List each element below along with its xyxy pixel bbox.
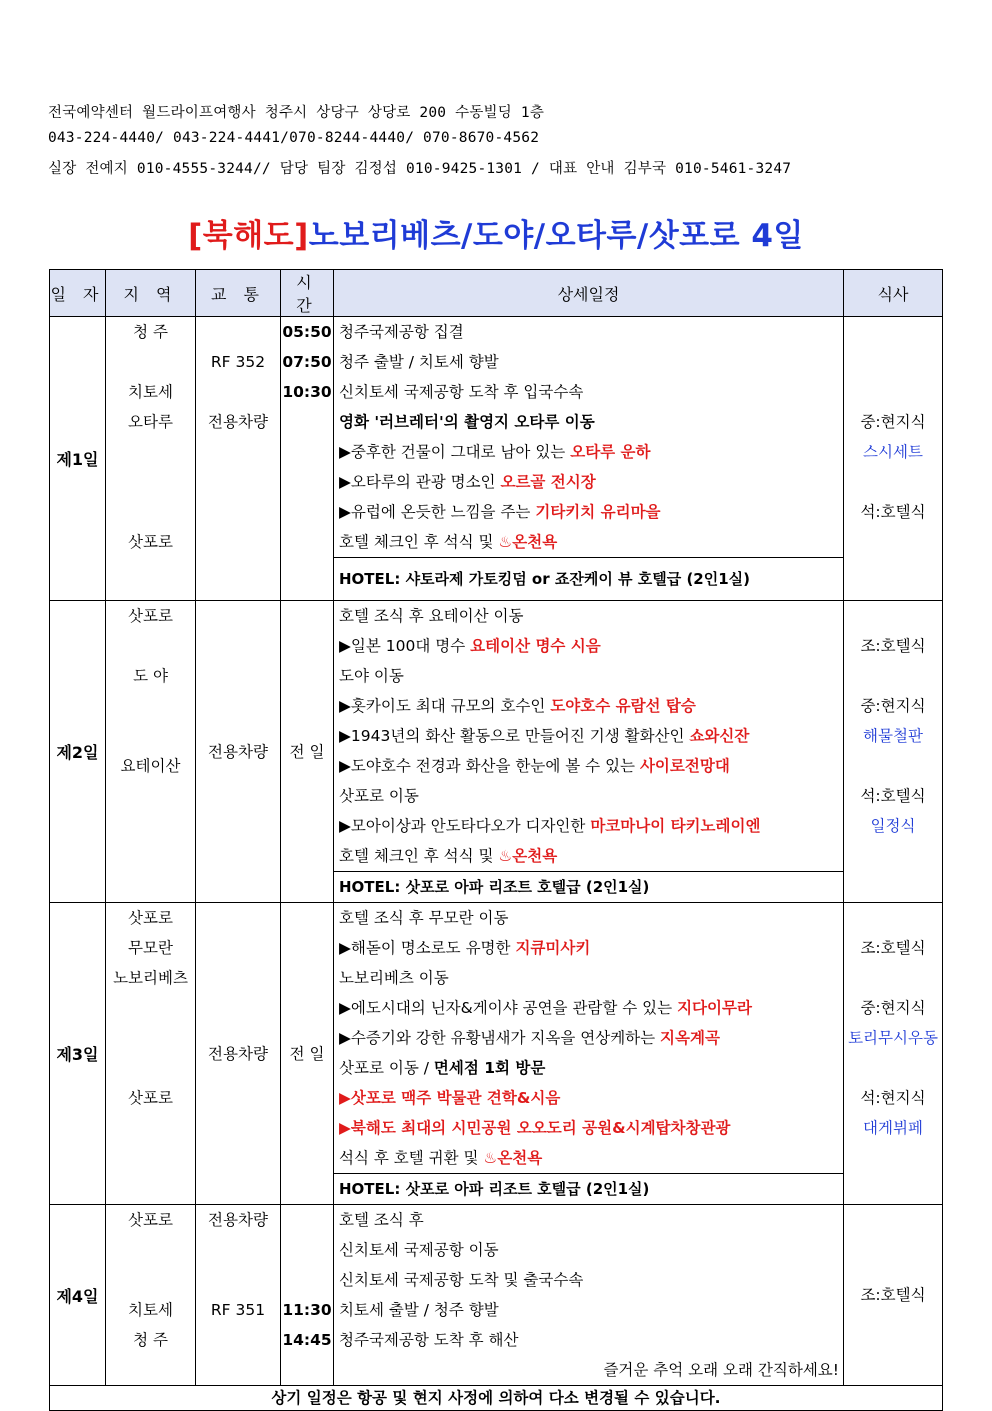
highlight-attraction: 지다이무라 [677,999,752,1017]
meal-item: 중:현지식 [860,697,926,715]
region-cell [106,317,196,601]
meal-item: 석:호텔식 [860,503,926,521]
transport-cell [196,317,281,601]
col-header-time: 시 간 [281,270,334,317]
region-name [106,721,195,751]
region-name: 삿포로 [128,909,173,927]
detail-cell [334,1205,844,1386]
schedule-line [334,751,843,781]
meal-item: 석:현지식 [860,1089,926,1107]
highlight-attraction: 쇼와신잔 [689,727,750,745]
region-name [106,347,195,377]
highlight-attraction: 오타루 운하 [570,443,651,461]
region-name: 도 야 [133,667,168,685]
time-value [281,1205,333,1235]
region-name: 치토세 [128,383,173,401]
detail-cell [334,317,844,601]
region-name: 치토세 [128,1301,173,1319]
schedule-line [334,993,843,1023]
region-name: 노보리베츠 [113,969,188,987]
meal-item: 대게뷔페 [863,1119,923,1137]
table-row [50,317,943,601]
highlight-attraction: ▶북해도 최대의 시민공원 오오도리 공원&시계탑차창관광 [339,1119,731,1137]
highlight-attraction: 도야호수 유람선 탑승 [550,697,696,715]
agency-address: 전국예약센터 월드라이프여행사 청주시 상당구 상당로 200 수동빌딩 1층 [48,105,545,121]
region-name: 요테이산 [120,757,181,775]
schedule-text: ▶모아이상과 안도타다오가 디자인한 [339,817,591,835]
meal-item [844,661,942,691]
title-main: 노보리베츠/도야/오타루/삿포로 4일 [308,218,804,254]
transport-name: 전용차량 [208,1044,268,1063]
meal-item: 석:호텔식 [860,787,926,805]
region-name [106,691,195,721]
region-name: 오타루 [128,413,173,431]
meal-item: 조:호텔식 [860,939,926,957]
region-name: 삿포로 [128,1211,173,1229]
schedule-text: 삿포로 이동 / [339,1059,434,1077]
highlight-attraction: ♨온천욕 [498,533,558,551]
meal-item [844,377,942,407]
schedule-line [334,377,843,407]
highlight-attraction: 지옥계곡 [660,1029,720,1047]
time-cell [281,903,334,1205]
meal-item: 중:현지식 [860,999,926,1017]
transport-name: 전용차량 [208,413,268,431]
schedule-line [334,841,843,871]
schedule-text: 노보리베츠 이동 [339,969,449,987]
col-header-day: 일 자 [50,270,106,317]
schedule-bold: 영화 '러브레터'의 촬영지 오타루 이동 [339,413,595,431]
highlight-attraction: ♨온천욕 [498,847,558,865]
meal-item [844,903,942,933]
schedule-line [334,1053,843,1083]
transport-cell [196,1205,281,1386]
schedule-text: 청주 출발 / 치토세 향발 [339,353,499,371]
region-name: 삿포로 [128,607,173,625]
schedule-text: 신치토세 국제공항 도착 후 입국수속 [339,383,584,401]
region-name [106,1235,195,1265]
time-cell [281,601,334,903]
highlight-attraction: 지큐미사키 [515,939,591,957]
agency-phones: 043-224-4440/ 043-224-4441/070-8244-4440/ 070-8670-4562 [48,130,540,146]
schedule-line [334,1023,843,1053]
hotel-info: HOTEL: 삿포로 아파 리조트 호텔급 (2인1실) [334,871,843,902]
time-value [281,1235,333,1265]
region-name: 무모란 [128,939,173,957]
region-name [106,497,195,527]
region-name: 청 주 [133,323,168,341]
schedule-line [334,1083,843,1113]
meal-item [844,347,942,377]
region-name: 삿포로 [128,533,173,551]
detail-cell [334,601,844,903]
region-name: 청 주 [133,1331,168,1349]
highlight-attraction: ▶삿포로 맥주 박물관 견학&시음 [339,1089,561,1107]
transport-name [196,377,280,407]
meal-item [844,467,942,497]
region-name [106,1023,195,1053]
meal-item [844,963,942,993]
transport-name: RF 352 [210,353,266,371]
schedule-text: 치토세 출발 / 청주 향발 [339,1301,499,1319]
table-row [50,903,943,1205]
meal-item [844,601,942,631]
time-value: 05:50 [282,323,332,341]
region-name [106,631,195,661]
time-value: 전 일 [289,742,325,761]
region-name [106,437,195,467]
highlight-attraction: 기타키치 유리마을 [535,503,661,521]
footer-notice: 상기 일정은 항공 및 현지 사정에 의하여 다소 변경될 수 있습니다. [50,1386,943,1411]
day-label: 제4일 [50,1205,106,1386]
schedule-text: ▶해돋이 명소로도 유명한 [339,939,516,957]
detail-cell [334,903,844,1205]
schedule-line [334,1205,843,1235]
schedule-line [334,811,843,841]
highlight-attraction: 사이로전망대 [639,757,730,775]
schedule-line [334,631,843,661]
schedule-text: ▶유럽에 온듯한 느낌을 주는 [339,503,536,521]
schedule-text: 호텔 조식 후 요테이산 이동 [339,607,524,625]
region-cell [106,601,196,903]
hotel-info: HOTEL: 삿포로 아파 리조트 호텔급 (2인1실) [334,1173,843,1204]
schedule-line [334,527,843,557]
time-value: 전 일 [289,1044,325,1063]
schedule-line [334,467,843,497]
schedule-text: 청주국제공항 집결 [339,323,464,341]
schedule-line [334,661,843,691]
schedule-text: ▶중후한 건물이 그대로 남아 있는 [339,443,571,461]
meal-cell [844,903,943,1205]
schedule-text: 석식 후 호텔 귀환 및 [339,1149,484,1167]
highlight-attraction: 요테이산 명수 시음 [470,637,601,655]
meal-item: 스시세트 [863,443,923,461]
schedule-line [334,601,843,631]
region-cell [106,1205,196,1386]
schedule-text: ▶일본 100대 명수 [339,637,471,655]
schedule-line [334,903,843,933]
schedule-line [334,691,843,721]
schedule-line [334,347,843,377]
schedule-line [334,1113,843,1143]
region-name [106,467,195,497]
col-header-transport: 교 통 [196,270,281,317]
region-name [106,993,195,1023]
schedule-text: 호텔 체크인 후 석식 및 [339,533,499,551]
schedule-line [334,1143,843,1173]
schedule-line [334,497,843,527]
time-value [281,1265,333,1295]
transport-name: 전용차량 [208,1211,268,1229]
highlight-attraction: 마코마나이 타키노레이엔 [590,817,761,835]
schedule-bold: 면세점 1회 방문 [433,1059,546,1077]
meal-item: 토리무시우동 [848,1029,938,1047]
meal-cell [844,317,943,601]
time-cell [281,317,334,601]
highlight-attraction: 오르골 전시장 [500,473,596,491]
transport-name [196,317,280,347]
schedule-text: ▶홋카이도 최대 규모의 호수인 [339,697,551,715]
schedule-line [334,1295,843,1325]
meal-item: 중:현지식 [860,413,926,431]
schedule-text: 호텔 체크인 후 석식 및 [339,847,499,865]
transport-name: 전용차량 [208,742,268,761]
table-header-row [50,270,943,317]
meal-item: 해물철판 [863,727,923,745]
schedule-text: 삿포로 이동 [339,787,419,805]
schedule-text: ▶도야호수 전경과 화산을 한눈에 볼 수 있는 [339,757,640,775]
schedule-text: 신치토세 국제공항 이동 [339,1241,499,1259]
schedule-text: ▶수증기와 강한 유황냄새가 지옥을 연상케하는 [339,1029,661,1047]
meal-item [844,751,942,781]
schedule-line [334,721,843,751]
schedule-text: 청주국제공항 도착 후 해산 [339,1331,519,1349]
time-value: 10:30 [282,383,332,401]
meal-item [844,1053,942,1083]
day-label: 제1일 [50,317,106,601]
schedule-line [334,437,843,467]
table-row [50,1205,943,1386]
time-value: 07:50 [282,353,332,371]
schedule-line [334,781,843,811]
meal-item [844,317,942,347]
meal-item: 일정식 [870,817,916,835]
col-header-meal: 식사 [844,270,943,317]
region-cell [106,903,196,1205]
schedule-line [334,1325,843,1355]
transport-cell [196,903,281,1205]
transport-name [196,1265,280,1295]
schedule-line [334,407,843,437]
schedule-text: 도야 이동 [339,667,404,685]
schedule-text: 신치토세 국제공항 도착 및 출국수속 [339,1271,584,1289]
col-header-detail: 상세일정 [334,270,844,317]
schedule-line [334,1235,843,1265]
meal-cell [844,601,943,903]
schedule-line [334,317,843,347]
schedule-text: ▶오타루의 관광 명소인 [339,473,501,491]
schedule-text: 호텔 조식 후 [339,1211,424,1229]
transport-name [196,1235,280,1265]
col-header-region: 지 역 [106,270,196,317]
time-value: 11:30 [282,1301,332,1319]
day-label: 제2일 [50,601,106,903]
day-label: 제3일 [50,903,106,1205]
region-name: 삿포로 [128,1089,173,1107]
schedule-line [334,933,843,963]
meal-item: 조:호텔식 [860,637,926,655]
table-row [50,601,943,903]
meal-item: 조:호텔식 [860,1286,926,1304]
title-prefix: [북해도] [188,218,309,254]
schedule-line [334,1265,843,1295]
closing-message: 즐거운 추억 오래 오래 간직하세요! [603,1361,839,1379]
transport-name: RF 351 [210,1301,266,1319]
time-value: 14:45 [282,1331,332,1349]
page-title [0,210,992,255]
schedule-text: 호텔 조식 후 무모란 이동 [339,909,509,927]
staff-contacts: 실장 전예지 010-4555-3244// 담당 팀장 김정섭 010-9425-1301 / 대표 안내 김부국 010-5461-3247 [48,161,792,177]
schedule-text: ▶에도시대의 닌자&게이샤 공연을 관람할 수 있는 [339,999,678,1017]
transport-cell [196,601,281,903]
time-cell [281,1205,334,1386]
schedule-text: ▶1943년의 화산 활동으로 만들어진 기생 활화산인 [339,727,690,745]
hotel-info: HOTEL: 샤토라제 가토킹덤 or 죠잔케이 뷰 호텔급 (2인1실) [334,557,843,600]
region-name [106,1053,195,1083]
region-name [106,1265,195,1295]
schedule-line [334,963,843,993]
highlight-attraction: ♨온천욕 [483,1149,543,1167]
meal-cell [844,1205,943,1386]
itinerary-table [49,269,943,1411]
